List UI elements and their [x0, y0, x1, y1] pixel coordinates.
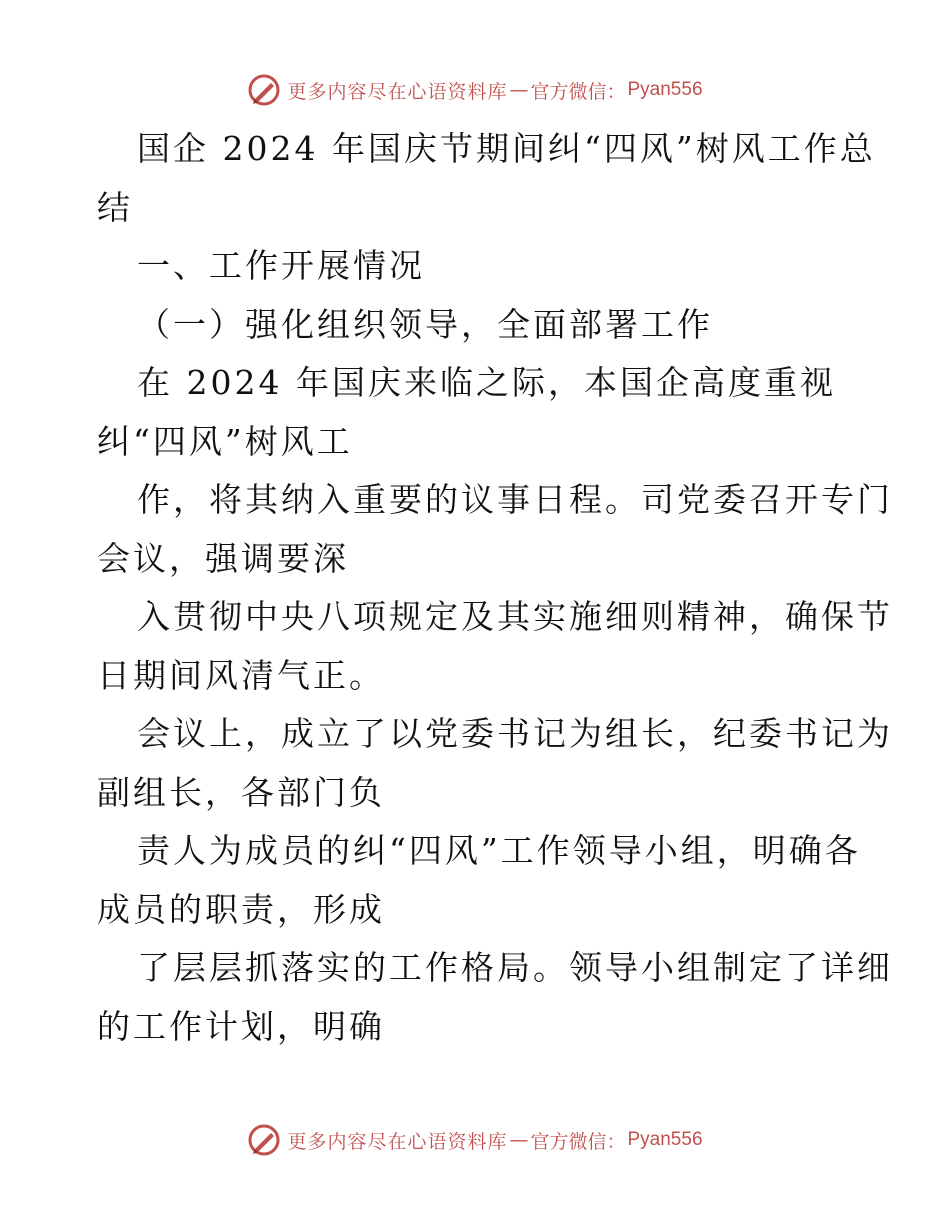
banner-contact-label: 官方微信： [530, 80, 626, 103]
text-line: 责人为成员的纠“四风”工作领导小组，明确各 [137, 831, 861, 870]
text-line: 了层层抓落实的工作格局。领导小组制定了详细 [137, 948, 893, 987]
section-heading: 一、工作开展情况 [137, 246, 425, 285]
banner-separator: — [509, 1129, 529, 1151]
pen-logo-icon [247, 73, 281, 107]
text-line: 日期间风清气正。 [97, 655, 385, 695]
banner-separator: — [509, 79, 529, 101]
text-line: 入贯彻中央八项规定及其实施细则精神，确保节 [137, 597, 893, 636]
footer-banner [0, 1120, 950, 1160]
text-line: 国企 2024 年国庆节期间纠“四风”树风工作总 [137, 129, 876, 168]
subsection-heading: （一）强化组织领导，全面部署工作 [137, 304, 713, 344]
text-line: 的工作计划，明确 [97, 1006, 385, 1046]
text-line: 会议，强调要深 [97, 538, 349, 578]
banner-text: 更多内容尽在心语资料库 [287, 80, 508, 103]
banner-contact-value: Pyan556 [627, 1129, 703, 1150]
banner-contact-value: Pyan556 [627, 79, 703, 100]
text-line: 结 [97, 187, 133, 227]
text-line: 副组长，各部门负 [97, 772, 385, 812]
banner-contact-label: 官方微信： [530, 1130, 626, 1153]
text-line: 作，将其纳入重要的议事日程。司党委召开专门 [137, 480, 893, 519]
text-line: 会议上，成立了以党委书记为组长，纪委书记为 [137, 714, 893, 753]
document-body [97, 120, 893, 1056]
text-line: 成员的职责，形成 [97, 889, 385, 929]
header-banner [0, 70, 950, 110]
text-line: 纠“四风”树风工 [97, 421, 353, 461]
text-line: 在 2024 年国庆来临之际，本国企高度重视 [137, 363, 836, 402]
pen-logo-icon [247, 1123, 281, 1157]
banner-text: 更多内容尽在心语资料库 [287, 1130, 508, 1153]
